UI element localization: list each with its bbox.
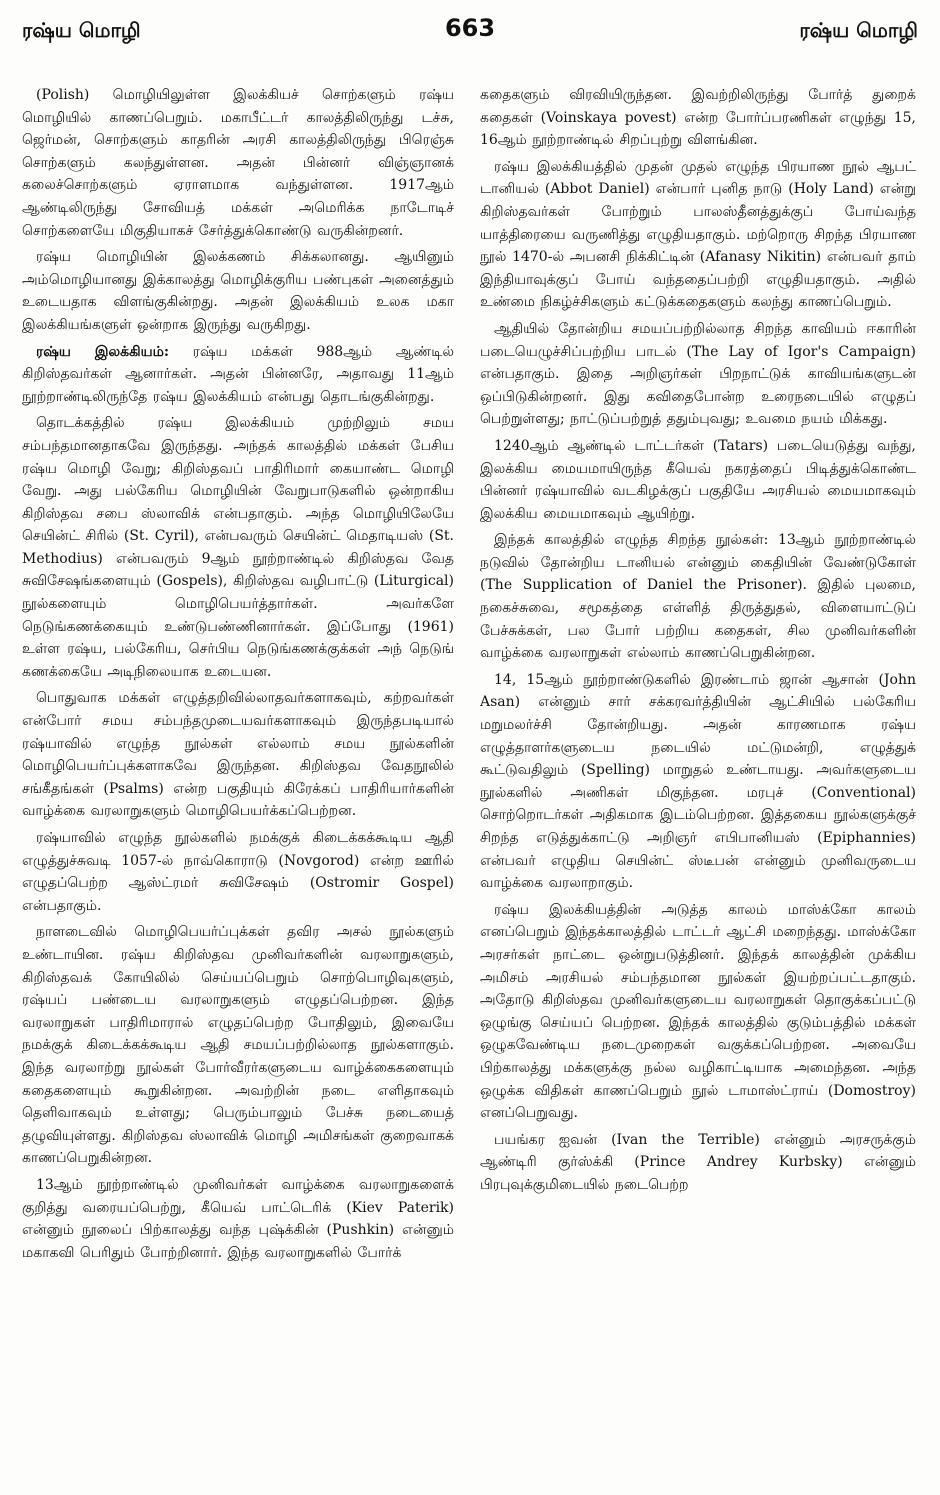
- right-column: [480, 84, 916, 1489]
- paragraph: [22, 827, 454, 917]
- page-header: [0, 0, 940, 60]
- paragraph: [22, 341, 454, 409]
- paragraph-text: பொதுவாக மக்கள் எழுத்தறிவில்லாதவர்களாகவும், கற்றவர்கள் என்போர் சமய சம்பந்தமுடையவர்களாகவும் இருந்தபடியால் ரஷ்யாவில் எழுந்த நூல்கள் எல்லாம் சமய நூல்களின் மொழிபெயர்ப்புக்களாகவே இருந்தன. கிறிஸ்தவ வேதநூலில் சங்கீதங்கள் (Psalms) என்ற பகுதியும் கிரேக்கப் பாதிரியார்களின் வாழ்க்கை வரலாறுகளும் மொழிபெயர்க்கப்பெற்றன.: [22, 690, 454, 820]
- page-number: 663: [444, 14, 496, 42]
- paragraph: [480, 156, 916, 314]
- paragraph: [22, 921, 454, 1170]
- paragraph: [22, 687, 454, 823]
- paragraph-text: ஆதியில் தோன்றிய சமயப்பற்றில்லாத சிறந்த காவியம் ஈகாரின் படையெழுச்சிப்பற்றிய பாடல் (The Lay of Igor's Campaign) என்பதாகும். இதை அறிஞர்கள் பிறநாட்டுக் காவியங்களுடன் ஒப்பிடுகின்றனர். இது கவிதைபோன்ற உரைநடையில் எழுதப் பெற்றுள்ளது; நாட்டுப்பற்றுத் ததும்புவது; உவமை நயம் மிக்கது.: [480, 320, 916, 428]
- paragraph: [22, 84, 454, 242]
- paragraph-text: ரஷ்ய இலக்கியத்தில் முதன் முதல் எழுந்த பிரயாண நூல் ஆபட் டானியல் (Abbot Daniel) என்பார் புனித நாடு (Holy Land) என்று கிறிஸ்தவர்கள் போற்றும் பாலஸ்தீனத்துக்குப் போய்வந்த யாத்திரையை வருணித்து எழுதியதாகும். மற்றொரு சிறந்த பிரயாண நூல் 1470-ல் அபனசி நிக்கிட்டின் (Afanasy Nikitin) என்பவர் தாம் இந்தியாவுக்குப் போய் வந்ததைப்பற்றி எழுதியதாகும். அதில் உண்மை நிகழ்ச்சிகளும் கட்டுக்கதைகளும் கலந்து காணப்பெறும்.: [480, 158, 916, 311]
- paragraph: [22, 1174, 454, 1264]
- paragraph: [480, 84, 916, 152]
- paragraph: [480, 435, 916, 525]
- paragraph: [480, 318, 916, 431]
- paragraph-text: ரஷ்ய மொழியின் இலக்கணம் சிக்கலானது. ஆயினும் அம்மொழியானது இக்காலத்து மொழிக்குரிய பண்புகள் அனைத்தும் உடையதாக விளங்குகின்றது. அதன் இலக்கியம் உலக மகா இலக்கியங்களுள் ஒன்றாக இருந்து வருகிறது.: [22, 249, 454, 333]
- paragraph-text: இந்தக் காலத்தில் எழுந்த சிறந்த நூல்கள்: 13ஆம் நூற்றாண்டில் நடுவில் தோன்றிய டானியல் என்னும் கைதியின் வேண்டுகோள் (The Supplication of Daniel the Prisoner). இதில் புலமை, நகைச்சுவை, சமூகத்தை எள்ளித் திருத்துதல், விளையாட்டுப் பேச்சுக்கள், பல போர் பற்றிய கதைகள், சில முனிவர்களின் வாழ்க்கை வரலாறுகள் எல்லாம் காணப்பெறுகின்றன.: [480, 532, 916, 662]
- paragraph-text: நாளடைவில் மொழிபெயர்ப்புக்கள் தவிர அசல் நூல்களும் உண்டாயின. ரஷ்ய கிறிஸ்தவ முனிவர்களின் வரலாறுகளும், கிறிஸ்தவக் கோயிலில் செய்யப்பெறும் சொற்பொழிவுகளும், ரஷ்யப் பண்டைய வரலாறுகளும் எழுதப்பெற்றன. இந்த வரலாறுகள் பாதிரிமாரால் எழுதப்பெற்ற போதிலும், இவையே நமக்குக் கிடைக்கக்கூடிய ஆதி சமயப்பற்றில்லாத நூல்களாகும். இந்த வரலாற்று நூல்கள் போர்வீரர்களுடைய வாழ்க்கைகளையும் கதைகளையும் கூறுகின்றன. அவற்றின் நடை எளிதாகவும் தெளிவாகவும் உள்ளது; பெரும்பாலும் பேச்சு நடையைத் தழுவியுள்ளது. கிறிஸ்தவ ஸ்லாவிக் மொழி அமிசங்கள் குறைவாகக் காணப்பெறுகின்றன.: [22, 924, 454, 1167]
- paragraph: [22, 412, 454, 683]
- paragraph-text: (Polish) மொழியிலுள்ள இலக்கியச் சொற்களும் ரஷ்ய மொழியில் காணப்பெறும். மகாபீட்டர் காலத்திலிருந்து டச்சு, ஜெர்மன், சொற்களும் காதரின் அரசி காலத்திலிருந்து பிரெஞ்சு சொற்களும் கலந்துள்ளன. அதன் பின்னர் விஞ்ஞானக் கலைச்சொற்களும் ஏராளமாக வந்துள்ளன. 1917ஆம் ஆண்டிலிருந்து சோவியத் மக்கள் அமெரிக்க நாடோடிச் சொற்களையே மிகுதியாகச் சேர்த்துக்கொண்டு வருகின்றனர்.: [22, 87, 454, 239]
- running-title-right: ரஷ்ய மொழி: [799, 18, 918, 42]
- running-title-left: ரஷ்ய மொழி: [22, 18, 141, 42]
- paragraph: [480, 1129, 916, 1197]
- paragraph-text: ரஷ்ய இலக்கியத்தின் அடுத்த காலம் மாஸ்க்கோ காலம் எனப்பெறும் இந்தக்காலத்தில் டாட்டர் ஆட்சி மறைந்தது. மாஸ்க்கோ அரசர்கள் நாட்டை ஒன்றுபடுத்தினர். இந்தக் காலத்தின் முக்கிய அமிசம் அரசியல் சம்பந்தமான நூல்கள் இயற்றப்பட்டதாகும். அதோடு கிறிஸ்தவ முனிவர்களுடைய வரலாறுகள் தொகுக்கப்பட்டு ஒழுங்கு செய்யப் பெற்றன. இந்தக் காலத்தில் குடும்பத்தில் மக்கள் ஒழுகவேண்டிய நடைமுறைகள் வகுக்கப்பெற்றன. அவையே பிற்காலத்து மக்களுக்கு நல்ல வழிகாட்டியாக அமைந்தன. அந்த ஒழுக்க விதிகள் காணப்பெறும் நூல் டாமாஸ்ட்ராய் (Domostroy) எனப்பெறுவது.: [480, 901, 916, 1122]
- section-heading: ரஷ்ய இலக்கியம்:: [36, 343, 170, 360]
- paragraph-text: 13ஆம் நூற்றாண்டில் முனிவர்கள் வாழ்க்கை வரலாறுகளைக் குறித்து வரையப்பெற்று, கீயெவ் பாட்டெரிக் (Kiev Paterik) என்னும் நூலைப் பிற்காலத்து வந்த புஷ்க்கின் (Pushkin) என்னும் மகாகவி பெரிதும் போற்றினார். இந்த வரலாறுகளில் போர்க்: [22, 1176, 454, 1261]
- paragraph: [480, 669, 916, 895]
- paragraph-text: தொடக்கத்தில் ரஷ்ய இலக்கியம் முற்றிலும் சமய சம்பந்தமானதாகவே இருந்தது. அந்தக் காலத்தில் மக்கள் பேசிய ரஷ்ய மொழி வேறு; கிறிஸ்தவப் பாதிரிமார் கையாண்ட மொழி வேறு. அது பல்கேரிய மொழியின் வேறுபாடுகளில் ஒன்றாகிய கிறிஸ்தவ சபை ஸ்லாவிக் என்பதாகும். அந்த மொழியிலேயே செயின்ட் சிரில் (St. Cyril), என்பவரும் செயின்ட் மெதாடியஸ் (St. Methodius) என்பவரும் 9ஆம் நூற்றாண்டில் கிறிஸ்தவ வேத சுவிசேஷங்களையும் (Gospels), கிறிஸ்தவ வழிபாட்டு (Liturgical) நூல்களையும் மொழிபெயர்த்தார்கள். அவர்களே நெடுங்கணக்கையும் உண்டுபண்ணினார்கள். இப்போது (1961) உள்ள ரஷ்ய, பல்கேரிய, செர்பிய நெடுங்கணக்குக்கள் அந் நெடுங் கணக்கையே அடிநிலையாக உடையன.: [22, 415, 454, 680]
- paragraph-text: கதைகளும் விரவியிருந்தன. இவற்றிலிருந்து போர்த் துறைக் கதைகள் (Voinskaya povest) என்ற போர்ப்பரணிகள் எழுந்து 15, 16ஆம் நூற்றாண்டில் சிறப்புற்று விளங்கின.: [480, 87, 916, 149]
- paragraph-text: பயங்கர ஐவன் (Ivan the Terrible) என்னும் அரசருக்கும் ஆண்டிரி குர்ஸ்க்கி (Prince Andrey Kurbsky) என்னும் பிரபுவுக்குமிடையில் நடைபெற்ற: [480, 1131, 916, 1193]
- paragraph-text: ரஷ்ய மக்கள் 988ஆம் ஆண்டில் கிறிஸ்தவர்கள் ஆனார்கள். அதன் பின்னரே, அதாவது 11ஆம் நூற்றாண்டிலிருந்தே ரஷ்ய இலக்கியம் என்பது தொடங்குகின்றது.: [22, 343, 454, 405]
- paragraph: [22, 246, 454, 336]
- paragraph-text: 1240ஆம் ஆண்டில் டாட்டர்கள் (Tatars) படையெடுத்து வந்து, இலக்கிய மையமாயிருந்த கீயெவ் நகரத்தைப் பிடித்துக்கொண்ட பின்னர் ரஷ்யாவில் வடகிழக்குப் பகுதியே அரசியல் மையமாகவும் இலக்கிய மையமாகவும் ஆயிற்று.: [480, 437, 916, 522]
- paragraph-text: 14, 15ஆம் நூற்றாண்டுகளில் இரண்டாம் ஜான் ஆசான் (John Asan) என்னும் சார் சக்கரவர்த்தியின் ஆட்சியில் பல்கேரிய மறுமலர்ச்சி தோன்றியது. அதன் காரணமாக ரஷ்ய எழுத்தாளர்களுடைய நடையில் மட்டுமன்றி, எழுத்துக் கூட்டுவதிலும் (Spelling) மாறுதல் உண்டாயது. அவர்களுடைய நூல்களில் அணிகள் மிகுந்தன. மரபுச் (Conventional) சொற்றொடர்கள் அதிகமாக இடம்பெற்றன. இத்தகைய நூல்களுக்குச் சிறந்த எடுத்துக்காட்டு அறிஞர் எபிபானியஸ் (Epiphannies) என்பவர் எழுதிய செயின்ட் ஸ்டீபன் என்னும் முனிவருடைய வாழ்க்கை வரலாறாகும்.: [480, 671, 916, 892]
- left-column: [22, 84, 454, 1489]
- paragraph: [480, 529, 916, 665]
- paragraph-text: ரஷ்யாவில் எழுந்த நூல்களில் நமக்குக் கிடைக்கக்கூடிய ஆதி எழுத்துச்சுவடி 1057-ல் நாவ்கொராடு (Novgorod) என்ற ஊரில் எழுதப்பெற்ற ஆஸ்ட்ரமர் சுவிசேஷம் (Ostromir Gospel) என்பதாகும்.: [22, 830, 454, 914]
- paragraph: [480, 899, 916, 1125]
